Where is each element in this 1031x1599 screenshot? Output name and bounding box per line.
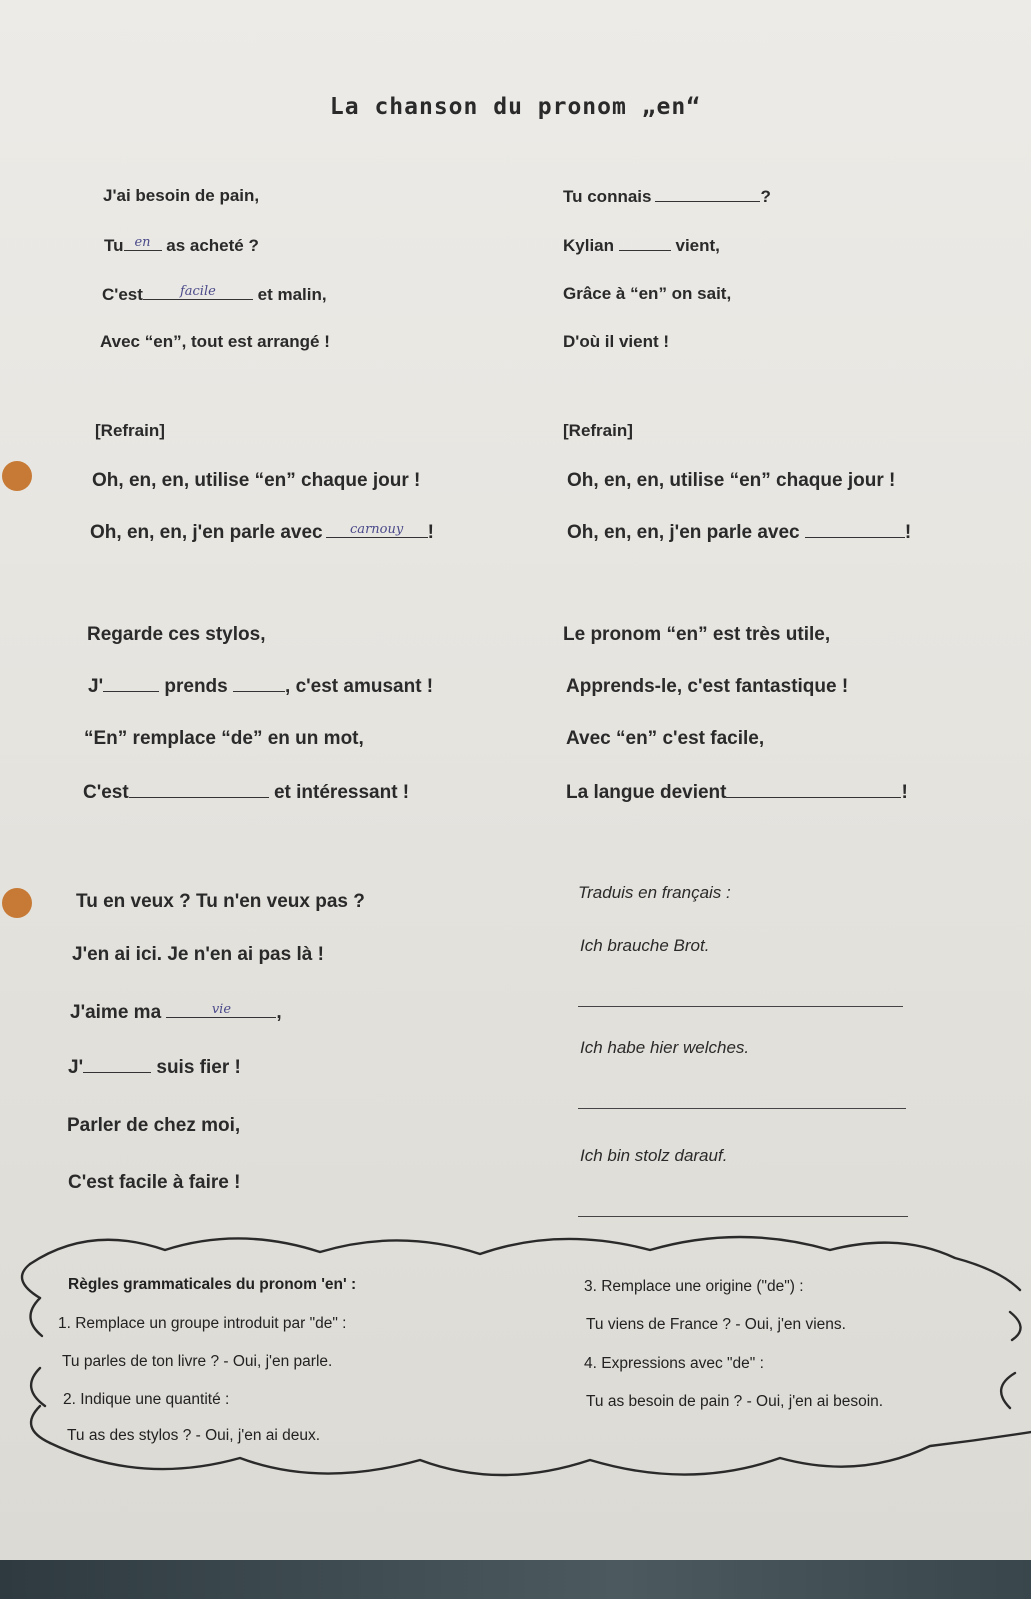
exercise-heading: Traduis en français : xyxy=(578,883,731,902)
german-sentence: Ich bin stolz darauf. xyxy=(580,1146,728,1165)
lyric-line: J'ai besoin de pain, xyxy=(103,186,260,205)
fill-blank[interactable] xyxy=(619,235,671,251)
lyric-line: La langue devient ! xyxy=(566,782,908,803)
fill-blank[interactable] xyxy=(129,782,269,798)
lyric-line: Grâce à “en” on sait, xyxy=(563,284,732,303)
answer-line[interactable] xyxy=(578,1006,903,1007)
rule-item: 1. Remplace un groupe introduit par "de" : xyxy=(58,1315,347,1332)
rules-title: Règles grammaticales du pronom 'en' : xyxy=(68,1276,357,1293)
lyric-line: Avec “en” c'est facile, xyxy=(566,728,765,749)
lyric-line: Apprends-le, c'est fantastique ! xyxy=(566,676,849,697)
lyric-line: C'est facile et malin, xyxy=(102,284,327,304)
answer-line[interactable] xyxy=(578,1108,906,1109)
fill-blank[interactable]: vie xyxy=(166,1002,276,1018)
lyric-line: Le pronom “en” est très utile, xyxy=(563,624,831,645)
fill-blank[interactable]: carnouy xyxy=(326,522,428,538)
lyric-line: J'aime ma vie , xyxy=(70,1002,282,1023)
german-sentence: Ich habe hier welches. xyxy=(580,1038,750,1057)
rule-example: Tu parles de ton livre ? - Oui, j'en parle. xyxy=(62,1353,333,1370)
lyric-line: J' prends , c'est amusant ! xyxy=(88,676,434,697)
lyric-line: Regarde ces stylos, xyxy=(87,624,266,645)
lyric-line: Oh, en, en, j'en parle avec ! xyxy=(567,522,912,543)
binder-hole xyxy=(2,461,32,491)
lyric-line: Kylian vient, xyxy=(563,236,720,255)
lyric-line: Avec “en”, tout est arrangé ! xyxy=(100,332,330,351)
refrain-heading: [Refrain] xyxy=(563,421,633,440)
lyric-line: Tu connais ? xyxy=(563,187,771,206)
fill-blank[interactable] xyxy=(233,676,285,692)
rule-example: Tu as besoin de pain ? - Oui, j'en ai besoin. xyxy=(586,1393,884,1410)
lyric-line: Oh, en, en, utilise “en” chaque jour ! xyxy=(92,470,421,491)
fill-blank[interactable] xyxy=(805,522,905,538)
fill-blank[interactable] xyxy=(726,782,901,798)
lyric-line: Oh, en, en, j'en parle avec carnouy ! xyxy=(90,522,434,543)
lyric-line: Tu en veux ? Tu n'en veux pas ? xyxy=(76,891,365,912)
rule-item: 2. Indique une quantité : xyxy=(63,1391,230,1408)
answer-line[interactable] xyxy=(578,1216,908,1217)
fill-blank[interactable] xyxy=(655,186,760,202)
page-title: La chanson du pronom „en“ xyxy=(329,94,702,120)
lyric-line: Parler de chez moi, xyxy=(67,1115,241,1136)
lyric-line: C'est et intéressant ! xyxy=(83,782,410,803)
lyric-line: Oh, en, en, utilise “en” chaque jour ! xyxy=(567,470,896,491)
refrain-heading: [Refrain] xyxy=(95,421,165,440)
lyric-line: Tu en as acheté ? xyxy=(104,235,259,255)
lyric-line: J'en ai ici. Je n'en ai pas là ! xyxy=(72,944,324,965)
rule-example: Tu as des stylos ? - Oui, j'en ai deux. xyxy=(67,1427,321,1444)
table-surface xyxy=(0,1560,1031,1599)
lyric-line: “En” remplace “de” en un mot, xyxy=(84,728,364,749)
rule-example: Tu viens de France ? - Oui, j'en viens. xyxy=(586,1316,846,1333)
fill-blank[interactable]: en xyxy=(124,235,162,251)
lyric-line: J' suis fier ! xyxy=(68,1057,241,1078)
rule-item: 4. Expressions avec "de" : xyxy=(584,1355,764,1372)
lyric-line: C'est facile à faire ! xyxy=(68,1172,241,1193)
binder-hole xyxy=(2,888,32,918)
fill-blank[interactable] xyxy=(103,676,159,692)
rule-item: 3. Remplace une origine ("de") : xyxy=(584,1278,804,1295)
fill-blank[interactable] xyxy=(83,1057,151,1073)
fill-blank[interactable]: facile xyxy=(143,284,253,300)
german-sentence: Ich brauche Brot. xyxy=(580,936,710,955)
lyric-line: D'où il vient ! xyxy=(563,332,670,351)
